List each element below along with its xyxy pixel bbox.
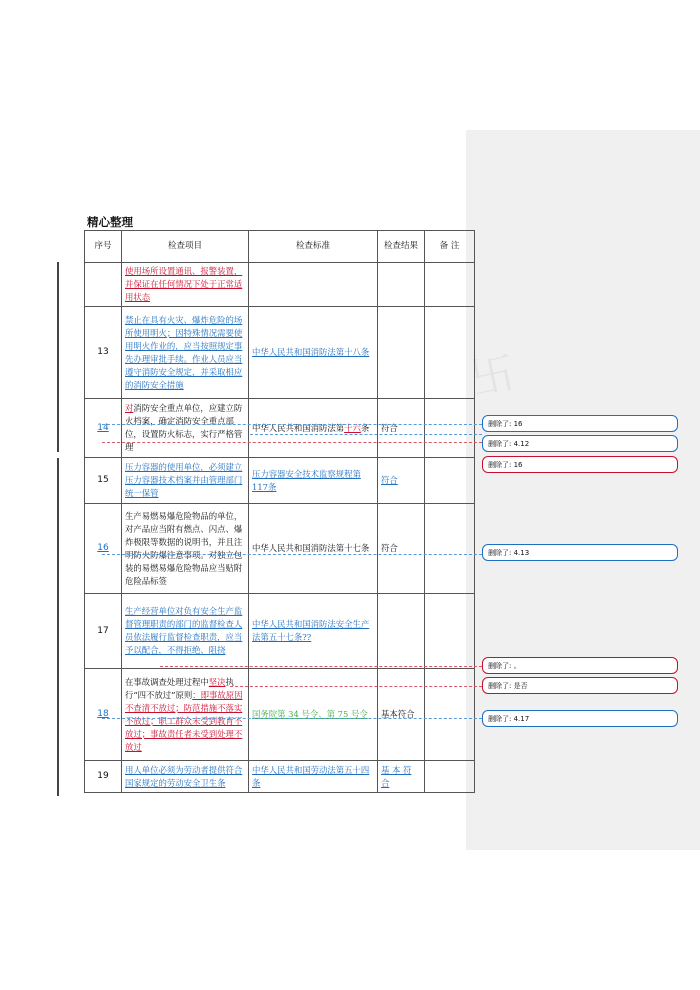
row-item: 生产经营单位对负有安全生产监督管理职责的部门的监督检查人员依法履行监督检查职责，应当予以配合，不得拒绝、阻挠 (125, 606, 243, 655)
comment-balloon[interactable]: 删除了: 4.12 (482, 435, 678, 452)
row-no: 14 (97, 422, 109, 433)
change-bar (57, 458, 59, 796)
row-standard-insert: 十六 (344, 422, 361, 433)
row-item: 生产易燃易爆危险物品的单位，对产品应当附有燃点、闪点、爆炸极限等数据的说明书，并且注明防火防爆注意事项。对独立包装的易燃易爆危险物品应当贴附危险品标签 (122, 504, 249, 594)
comment-balloon[interactable]: 删除了: 4.13 (482, 544, 678, 561)
comment-margin-pane (466, 130, 700, 850)
row-no: 19 (85, 761, 122, 793)
table-row (85, 669, 475, 761)
table-row (85, 504, 475, 594)
header-standard: 检查标准 (249, 231, 378, 263)
row-standard-tail: 条 (360, 422, 370, 433)
row-item-prefix: 对 (125, 403, 134, 413)
comment-balloon[interactable]: 删除了: 是否 (482, 677, 678, 694)
row-remark (425, 504, 475, 594)
header-remark: 备 注 (425, 231, 475, 263)
watermark: 卐 (466, 346, 520, 406)
table-row (85, 458, 475, 504)
comment-balloon[interactable]: 删除了: 16 (482, 415, 678, 432)
row-item: 压力容器的使用单位，必须建立压力容器技术档案并由管理部门统一保管 (125, 462, 243, 498)
row-standard: 中华人民共和国消防法第十八条 (252, 347, 370, 357)
row-remark (425, 458, 475, 504)
row-remark (425, 594, 475, 669)
row-standard: 中华人民共和国消防法安全生产法第五十七条?? (252, 619, 370, 642)
comment-leader (160, 666, 482, 667)
row-no: 15 (85, 458, 122, 504)
comment-leader (102, 442, 482, 443)
row-item-insert: ：即事故原因不查清不放过；防范措施不落实不放过；职工群众未受到教育不放过；事故责任者未受到处理不放过 (125, 689, 243, 752)
header-result: 检查结果 (378, 231, 425, 263)
comment-balloon[interactable]: 删除了: 16 (482, 456, 678, 473)
row-item: 在事故调查处理过程中 (125, 676, 209, 687)
table-row (85, 263, 475, 307)
comment-leader (230, 686, 482, 687)
row-no: 18 (97, 709, 109, 719)
comment-leader (102, 554, 482, 555)
row-item: 禁止在具有火灾、爆炸危险的场所使用明火；因特殊情况需要使用明火作业的，应当按照规定事先办理审批手续。作业人员应当遵守消防安全规定，并采取相应的消防安全措施 (125, 314, 243, 390)
comment-leader (102, 718, 482, 719)
row-result: 符合 (381, 475, 398, 485)
row-result: 符合 (378, 399, 425, 458)
table-row (85, 761, 475, 793)
row-item: 执行“四不放过”原则 (125, 676, 234, 700)
table-row (85, 307, 475, 399)
comment-balloon[interactable]: 删除了: 4.17 (482, 710, 678, 727)
table-row (85, 399, 475, 458)
header-no: 序号 (85, 231, 122, 263)
row-no: 13 (85, 307, 122, 399)
row-standard: 中华人民共和国消防法第十七条 (249, 504, 378, 594)
row-standard: 中华人民共和国劳动法第五十四条 (252, 764, 370, 788)
row-remark (425, 307, 475, 399)
inspection-table (84, 230, 475, 793)
comment-leader (250, 434, 482, 435)
row-standard: 国务院第 34 号令、第 75 号令 (252, 709, 368, 719)
row-result: 基 本 符 合 (381, 764, 412, 788)
row-standard: 压力容器安全技术监察规程第117条 (252, 468, 361, 492)
row-item: 消防安全重点单位，应建立防火档案，确定消防安全重点部位，设置防火标志，实行严格管理 (125, 403, 243, 452)
row-result (378, 263, 425, 307)
table-header-row (85, 231, 475, 263)
row-remark (425, 761, 475, 793)
comment-balloon[interactable]: 删除了: 。 (482, 657, 678, 674)
page-heading: 精心整理 (87, 215, 133, 229)
row-remark (425, 263, 475, 307)
row-no (85, 263, 122, 307)
row-no: 16 (97, 543, 109, 553)
comment-leader (102, 424, 482, 425)
row-item: 用人单位必须为劳动者提供符合国家规定的劳动安全卫生条 (125, 764, 243, 788)
row-standard (249, 263, 378, 307)
row-remark (425, 669, 475, 761)
row-result: 基本符合 (378, 669, 425, 761)
change-bar (57, 262, 59, 452)
row-standard: 中华人民共和国消防法第 (252, 422, 345, 433)
row-no: 17 (85, 594, 122, 669)
row-result (378, 307, 425, 399)
row-item: 使用场所设置通讯、报警装置，并保证在任何情况下处于正常适用状态 (125, 266, 243, 302)
row-result: 符合 (378, 504, 425, 594)
row-item-insert: 坚决 (208, 676, 226, 687)
table-row (85, 594, 475, 669)
header-item: 检查项目 (122, 231, 249, 263)
row-remark (425, 399, 475, 458)
row-result (378, 594, 425, 669)
